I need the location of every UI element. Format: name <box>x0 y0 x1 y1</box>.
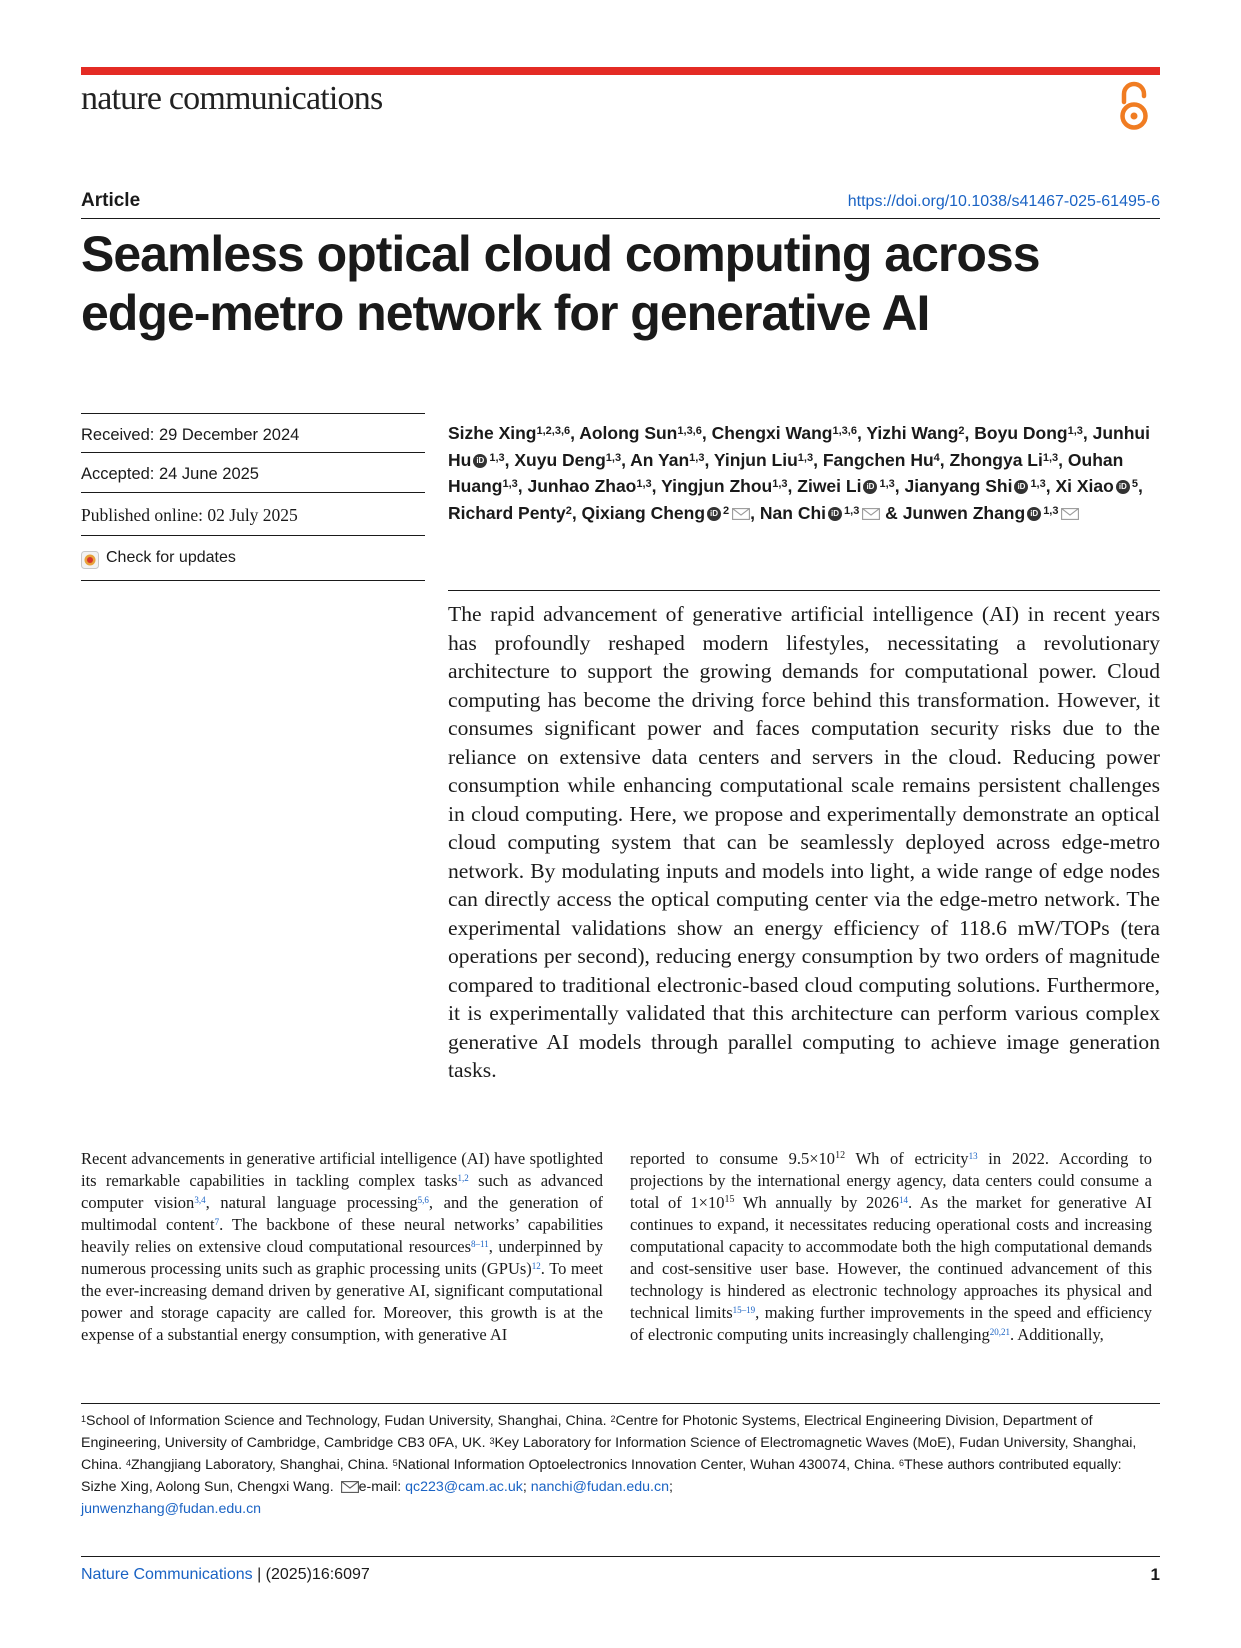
body-text: reported to consume 9.5×10 <box>630 1149 836 1168</box>
body-text: Wh of ectricity <box>845 1149 969 1168</box>
meta-divider <box>81 535 425 536</box>
author-separator: , <box>701 423 712 443</box>
citation-link[interactable]: 8–11 <box>471 1239 489 1249</box>
body-text: , and the generation of multimodal content <box>81 1193 603 1234</box>
author-name[interactable]: Fangchen Hu <box>822 449 934 470</box>
email-link[interactable]: qc223@cam.ac.uk <box>405 1479 523 1495</box>
header-divider <box>81 218 1160 219</box>
body-text: , underpinned by numerous processing units such as graphic processing units (GPUs) <box>81 1237 603 1278</box>
citation-link[interactable]: 13 <box>968 1151 978 1161</box>
author-affiliation: 2 <box>565 504 572 517</box>
author-affiliation: 1,3,6 <box>677 425 702 437</box>
author-separator: , <box>1045 476 1056 496</box>
author-name[interactable]: An Yan <box>630 449 690 470</box>
exponent: 12 <box>835 1150 846 1161</box>
author-name[interactable]: Junhui Hu <box>448 423 1150 470</box>
citation-link[interactable]: 14 <box>899 1195 908 1205</box>
author-separator: , <box>750 502 760 523</box>
article-title: Seamless optical cloud computing across edge-metro network for generative AI <box>81 226 1040 341</box>
author-separator: , <box>1058 449 1068 470</box>
aff-number: 2 <box>610 1414 616 1424</box>
top-accent-bar <box>81 67 1160 75</box>
author-affiliation: 1,3 <box>1043 504 1059 517</box>
author-separator: , <box>813 449 823 470</box>
author-separator: , <box>704 449 714 470</box>
meta-divider <box>81 413 425 414</box>
open-access-icon <box>1116 80 1152 132</box>
envelope-icon[interactable] <box>732 508 750 520</box>
email-link[interactable]: junwenzhang@fudan.edu.cn <box>81 1501 262 1517</box>
author-affiliation: 1,3 <box>689 451 705 464</box>
author-name[interactable]: Qixiang Cheng <box>581 502 706 523</box>
envelope-icon[interactable] <box>1061 508 1079 520</box>
check-for-updates-link[interactable]: Check for updates <box>106 549 236 566</box>
body-text: such as advanced computer vision <box>81 1171 603 1212</box>
orcid-icon[interactable]: iD <box>1014 480 1028 494</box>
author-name[interactable]: Jianyang Shi <box>904 476 1013 496</box>
received-date: Received: 29 December 2024 <box>81 426 300 444</box>
body-text: . Additionally, <box>1009 1325 1104 1344</box>
author-name[interactable]: Aolong Sun <box>579 423 678 443</box>
author-name[interactable]: Nan Chi <box>759 502 827 523</box>
meta-divider <box>81 492 425 493</box>
footnote-divider <box>81 1403 1160 1404</box>
author-name[interactable]: Junhao Zhao <box>527 476 637 496</box>
author-affiliation: 1,3 <box>1030 478 1046 490</box>
aff-number: 3 <box>489 1436 495 1446</box>
author-affiliation: 1,3,6 <box>832 425 857 437</box>
author-separator: , <box>964 423 975 443</box>
aff-number: 6 <box>898 1458 904 1468</box>
author-name[interactable]: Sizhe Xing <box>448 423 537 443</box>
author-affiliation: 1,3 <box>1067 425 1083 437</box>
meta-divider <box>81 452 425 453</box>
author-separator: , <box>1082 423 1093 443</box>
aff-number: 5 <box>392 1458 398 1468</box>
affiliations-footnote <box>81 1410 1160 1520</box>
envelope-icon[interactable] <box>862 508 880 520</box>
body-text: in 2022. According to projections by the international energy agency, data centers could consume a total of 1×10 <box>630 1149 1152 1212</box>
author-affiliation: 2 <box>958 425 965 437</box>
author-separator: , <box>570 423 580 443</box>
aff-number: 4 <box>125 1458 131 1468</box>
author-affiliation: 5 <box>1131 478 1138 490</box>
author-name[interactable]: Boyu Dong <box>974 423 1068 443</box>
exponent: 15 <box>724 1194 735 1205</box>
body-column-right <box>630 1148 1152 1346</box>
author-affiliation: 1,3 <box>797 451 814 464</box>
orcid-icon[interactable]: iD <box>707 507 721 521</box>
author-separator: , <box>621 449 631 470</box>
published-date: Published online: 02 July 2025 <box>81 505 298 525</box>
accepted-date: Accepted: 24 June 2025 <box>81 465 259 483</box>
author-separator: , <box>787 476 798 496</box>
author-affiliation: 1,3 <box>636 478 652 490</box>
envelope-icon <box>341 1481 359 1493</box>
journal-logo: nature communications <box>81 80 383 117</box>
affiliation: Zhangjiang Laboratory, Shanghai, China. <box>130 1457 393 1473</box>
author-affiliation: 1,3 <box>605 451 622 464</box>
body-text: Recent advancements in generative artificial intelligence (AI) have spotlighted its remarkable capabilities in tackling complex tasks <box>81 1149 603 1190</box>
check-for-updates-icon[interactable] <box>81 551 99 569</box>
article-type: Article <box>81 190 141 211</box>
body-text: , natural language processing <box>205 1193 418 1212</box>
author-list <box>448 420 1160 526</box>
citation-link[interactable]: 7 <box>214 1217 220 1227</box>
author-name[interactable]: Zhongya Li <box>949 449 1043 470</box>
citation-link[interactable]: 20,21 <box>989 1327 1010 1337</box>
orcid-icon[interactable]: iD <box>863 480 877 494</box>
abstract: The rapid advancement of generative artificial intelligence (AI) in recent years has profoundly reshaped modern lifestyles, necessitating a revolutionary architecture to support the growing demands for computational power. Cloud computing has become the driving force behind this transformation. However, it consumes significant power and faces computation security risks due to the reliance on extensive data centers and servers in the cloud. Reducing power consumption while enhancing computational scale remains persistent challenges in cloud computing. Here, we propose and experimentally demonstrate an optical cloud computing system that can be seamlessly deployed across edge-metro network. By modulating inputs and models into light, a wide range of edge nodes can directly access the optical computing center via the edge-metro network. The experimental validations show an energy efficiency of 118.6 mW/TOPs (tera operations per second), reducing energy consumption by two orders of magnitude compared to traditional electronic-based cloud computing solutions. Furthermore, it is experimentally validated that this architecture can perform various complex generative AI models through parallel computing to achieve image generation tasks. <box>448 602 1160 1082</box>
body-text: , making further improvements in the speed and efficiency of electronic computing units increasingly challenging <box>630 1303 1153 1344</box>
author-affiliation: 1,3 <box>1042 451 1059 464</box>
author-separator: , <box>571 502 582 523</box>
author-name[interactable]: Yizhi Wang <box>866 423 959 443</box>
orcid-icon[interactable]: iD <box>473 454 487 468</box>
separator: ; <box>522 1479 531 1495</box>
orcid-icon[interactable]: iD <box>1027 507 1041 521</box>
author-name[interactable]: Yinjun Liu <box>713 449 798 470</box>
author-separator: , <box>939 449 950 470</box>
doi-link[interactable]: https://doi.org/10.1038/s41467-025-61495-6 <box>847 193 1160 210</box>
citation-link[interactable]: 15–19 <box>732 1305 756 1315</box>
author-name[interactable]: Xi Xiao <box>1055 476 1114 496</box>
author-affiliation: 1,3 <box>879 478 895 490</box>
body-text: . As the market for generative AI continues to expand, it necessitates reducing operational costs and increasing computational capacity to accommodate both the high computational demands and cost-sensitive user base. However, the continued advancement of this technology is hindered as electronic technology approaches its physical and technical limits <box>630 1193 1152 1322</box>
author-separator: , <box>1137 476 1143 496</box>
affiliation: Key Laboratory for Information Science of Electromagnetic Waves (MoE), Fudan University, Shanghai, China. <box>81 1435 1137 1473</box>
author-affiliation: 1,3 <box>502 478 518 490</box>
orcid-icon[interactable]: iD <box>828 507 842 521</box>
affiliation: School of Information Science and Technology, Fudan University, Shanghai, China. <box>86 1413 611 1429</box>
author-affiliation: 4 <box>933 451 940 464</box>
author-separator: , <box>856 423 867 443</box>
author-affiliation: 2 <box>723 504 730 517</box>
footer-journal-link[interactable]: Nature Communications <box>81 1566 253 1583</box>
affiliation: National Information Optoelectronics Innovation Center, Wuhan 430074, China. <box>397 1457 899 1473</box>
separator: ; <box>668 1479 673 1495</box>
author-name[interactable]: Richard Penty <box>448 502 566 523</box>
orcid-icon[interactable]: iD <box>1116 480 1130 494</box>
author-name[interactable]: Junwen Zhang <box>902 502 1026 523</box>
author-separator: , <box>517 476 528 496</box>
author-separator: , <box>504 449 515 470</box>
author-name[interactable]: Xuyu Deng <box>514 449 606 470</box>
author-affiliation: 1,3 <box>844 504 860 517</box>
page-number: 1 <box>1150 1565 1160 1584</box>
email-label: e-mail: <box>358 1479 406 1495</box>
affiliation: Centre for Photonic Systems, Electrical Engineering Division, Department of Engineering, University of Cambridge, Cambridge CB3 0FA, UK. <box>81 1413 1093 1451</box>
citation-link[interactable]: 12 <box>531 1261 541 1271</box>
author-affiliation: 1,3 <box>489 451 505 464</box>
body-text: . To meet the ever-increasing demand driven by generative AI, significant computational power and storage capacity are called for. Moreover, this growth is at the expense of a substantial energy consumption, with generative AI <box>81 1259 603 1344</box>
citation-link[interactable]: 1,2 <box>457 1173 469 1183</box>
citation-link[interactable]: 3,4 <box>194 1195 206 1205</box>
author-name[interactable]: Ouhan Huang <box>448 449 1124 496</box>
author-affiliation: 1,3 <box>772 478 788 490</box>
aff-number: 1 <box>81 1414 87 1424</box>
author-name[interactable]: Chengxi Wang <box>711 423 833 443</box>
body-text: Wh annually by 2026 <box>734 1193 899 1212</box>
author-separator: & <box>880 502 903 523</box>
footer-citation <box>81 1566 370 1584</box>
body-text: . The backbone of these neural networks’ capabilities heavily relies on extensive cloud computational resources <box>81 1215 603 1256</box>
author-name[interactable]: Yingjun Zhou <box>661 476 773 496</box>
author-name[interactable]: Ziwei Li <box>797 476 862 496</box>
author-separator: , <box>651 476 662 496</box>
author-affiliation: 1,2,3,6 <box>536 425 571 437</box>
body-column-left <box>81 1148 603 1346</box>
abstract-divider <box>448 590 1160 591</box>
meta-divider <box>81 580 425 581</box>
email-link[interactable]: nanchi@fudan.edu.cn <box>530 1479 669 1495</box>
footer-divider <box>81 1556 1160 1557</box>
citation-link[interactable]: 5,6 <box>417 1195 429 1205</box>
footer-volume: | (2025)16:6097 <box>252 1566 370 1583</box>
author-separator: , <box>894 476 905 496</box>
equal-contribution-note: These authors contributed equally: Sizhe Xing, Aolong Sun, Chengxi Wang. <box>81 1457 1122 1495</box>
